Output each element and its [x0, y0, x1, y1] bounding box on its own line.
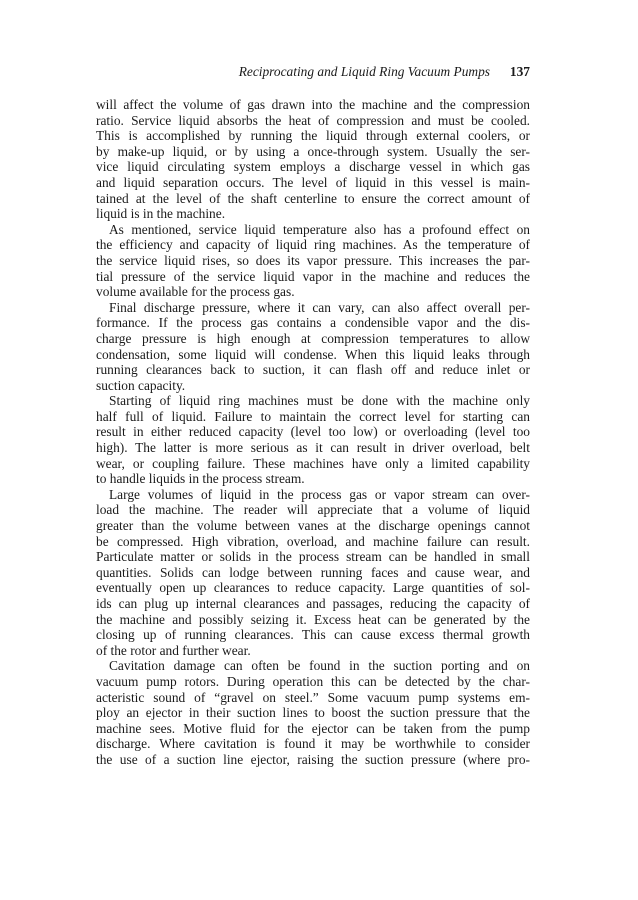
text-line: charge pressure is high enough at compression temperatures to allow — [96, 330, 530, 346]
text-line: by make-up liquid, or by using a once-through system. Usually the ser- — [96, 143, 530, 159]
text-line: greater than the volume between vanes at the discharge openings cannot — [96, 518, 530, 534]
text-line: running clearances back to suction, it can flash off and reduce inlet or — [96, 362, 530, 378]
text-line: vacuum pump rotors. During operation this can be detected by the char- — [96, 673, 530, 689]
text-line: This is accomplished by running the liquid through external coolers, or — [96, 128, 530, 144]
text-line: Large volumes of liquid in the process gas or vapor stream can over- — [109, 486, 530, 502]
text-line: and liquid separation occurs. The level of liquid in this vessel is main- — [96, 174, 530, 190]
text-line: closing up of running clearances. This can cause excess thermal growth — [96, 627, 530, 643]
text-line: vice liquid circulating system employs a discharge vessel in which gas — [96, 159, 530, 175]
text-line: discharge. Where cavitation is found it may be worthwhile to consider — [96, 736, 530, 752]
text-line: suction capacity. — [96, 377, 186, 393]
paragraph-3 — [96, 300, 530, 394]
paragraph-1 — [96, 97, 530, 222]
text-line: Starting of liquid ring machines must be done with the machine only — [109, 393, 530, 409]
text-line: the efficiency and capacity of liquid ring machines. As the temperature of — [96, 237, 530, 253]
text-line: ploy an ejector in their suction lines to boost the suction pressure that the — [96, 705, 530, 721]
text-line: tial pressure of the service liquid vapor in the machine and reduces the — [96, 268, 530, 284]
text-line: the machine and possibly seizing it. Excess heat can be generated by the — [96, 611, 530, 627]
paragraph-2 — [96, 222, 530, 300]
paragraph-5 — [96, 487, 530, 659]
paragraph-4 — [96, 393, 530, 487]
text-line: Final discharge pressure, where it can vary, can also affect overall per- — [109, 299, 530, 315]
text-line: acteristic sound of “gravel on steel.” Some vacuum pump systems em- — [96, 689, 530, 705]
running-head — [96, 62, 530, 82]
text-line: As mentioned, service liquid temperature also has a profound effect on — [109, 221, 530, 237]
paragraph-6 — [96, 658, 530, 767]
text-line: wear, or coupling failure. These machines have only a limited capability — [96, 455, 530, 471]
text-line: eventually open up clearances to reduce capacity. Large quantities of sol- — [96, 580, 530, 596]
text-line: quantities. Solids can lodge between running faces and cause wear, and — [96, 564, 530, 580]
text-line: condensation, some liquid will condense. When this liquid leaks through — [96, 346, 530, 362]
text-line: result in either reduced capacity (level too low) or overloading (level too — [96, 424, 530, 440]
text-line: load the machine. The reader will appreciate that a volume of liquid — [96, 502, 530, 518]
text-line: ids can plug up internal clearances and passages, reducing the capacity of — [96, 596, 530, 611]
text-line: to handle liquids in the process stream. — [96, 471, 305, 487]
text-line: be compressed. High vibration, overload, and machine failure can result. — [96, 533, 530, 549]
text-line: Particulate matter or solids in the process stream can be handled in small — [96, 549, 530, 565]
text-line: of the rotor and further wear. — [96, 642, 251, 658]
page-number: 137 — [509, 64, 530, 79]
text-line: half full of liquid. Failure to maintain the correct level for starting can — [96, 408, 530, 424]
text-line: formance. If the process gas contains a condensible vapor and the dis- — [96, 315, 530, 331]
text-line: liquid is in the machine. — [96, 206, 226, 222]
text-line: ratio. Service liquid absorbs the heat of compression and must be cooled. — [96, 112, 530, 128]
running-title: Reciprocating and Liquid Ring Vacuum Pumps — [238, 64, 490, 79]
text-line: Cavitation damage can often be found in the suction porting and on — [109, 658, 530, 674]
text-line: volume available for the process gas. — [96, 284, 295, 300]
text-line: high). The latter is more serious as it can result in driver overload, belt — [96, 440, 530, 456]
text-line: the service liquid rises, so does its vapor pressure. This increases the par- — [96, 252, 530, 268]
text-line: will affect the volume of gas drawn into the machine and the compression — [96, 97, 530, 112]
body-text — [96, 97, 530, 768]
text-line: machine sees. Motive fluid for the ejector can be taken from the pump — [96, 720, 530, 736]
text-line: tained at the level of the shaft centerline to ensure the correct amount of — [96, 190, 530, 206]
text-line: the use of a suction line ejector, raising the suction pressure (where pro- — [96, 751, 530, 767]
